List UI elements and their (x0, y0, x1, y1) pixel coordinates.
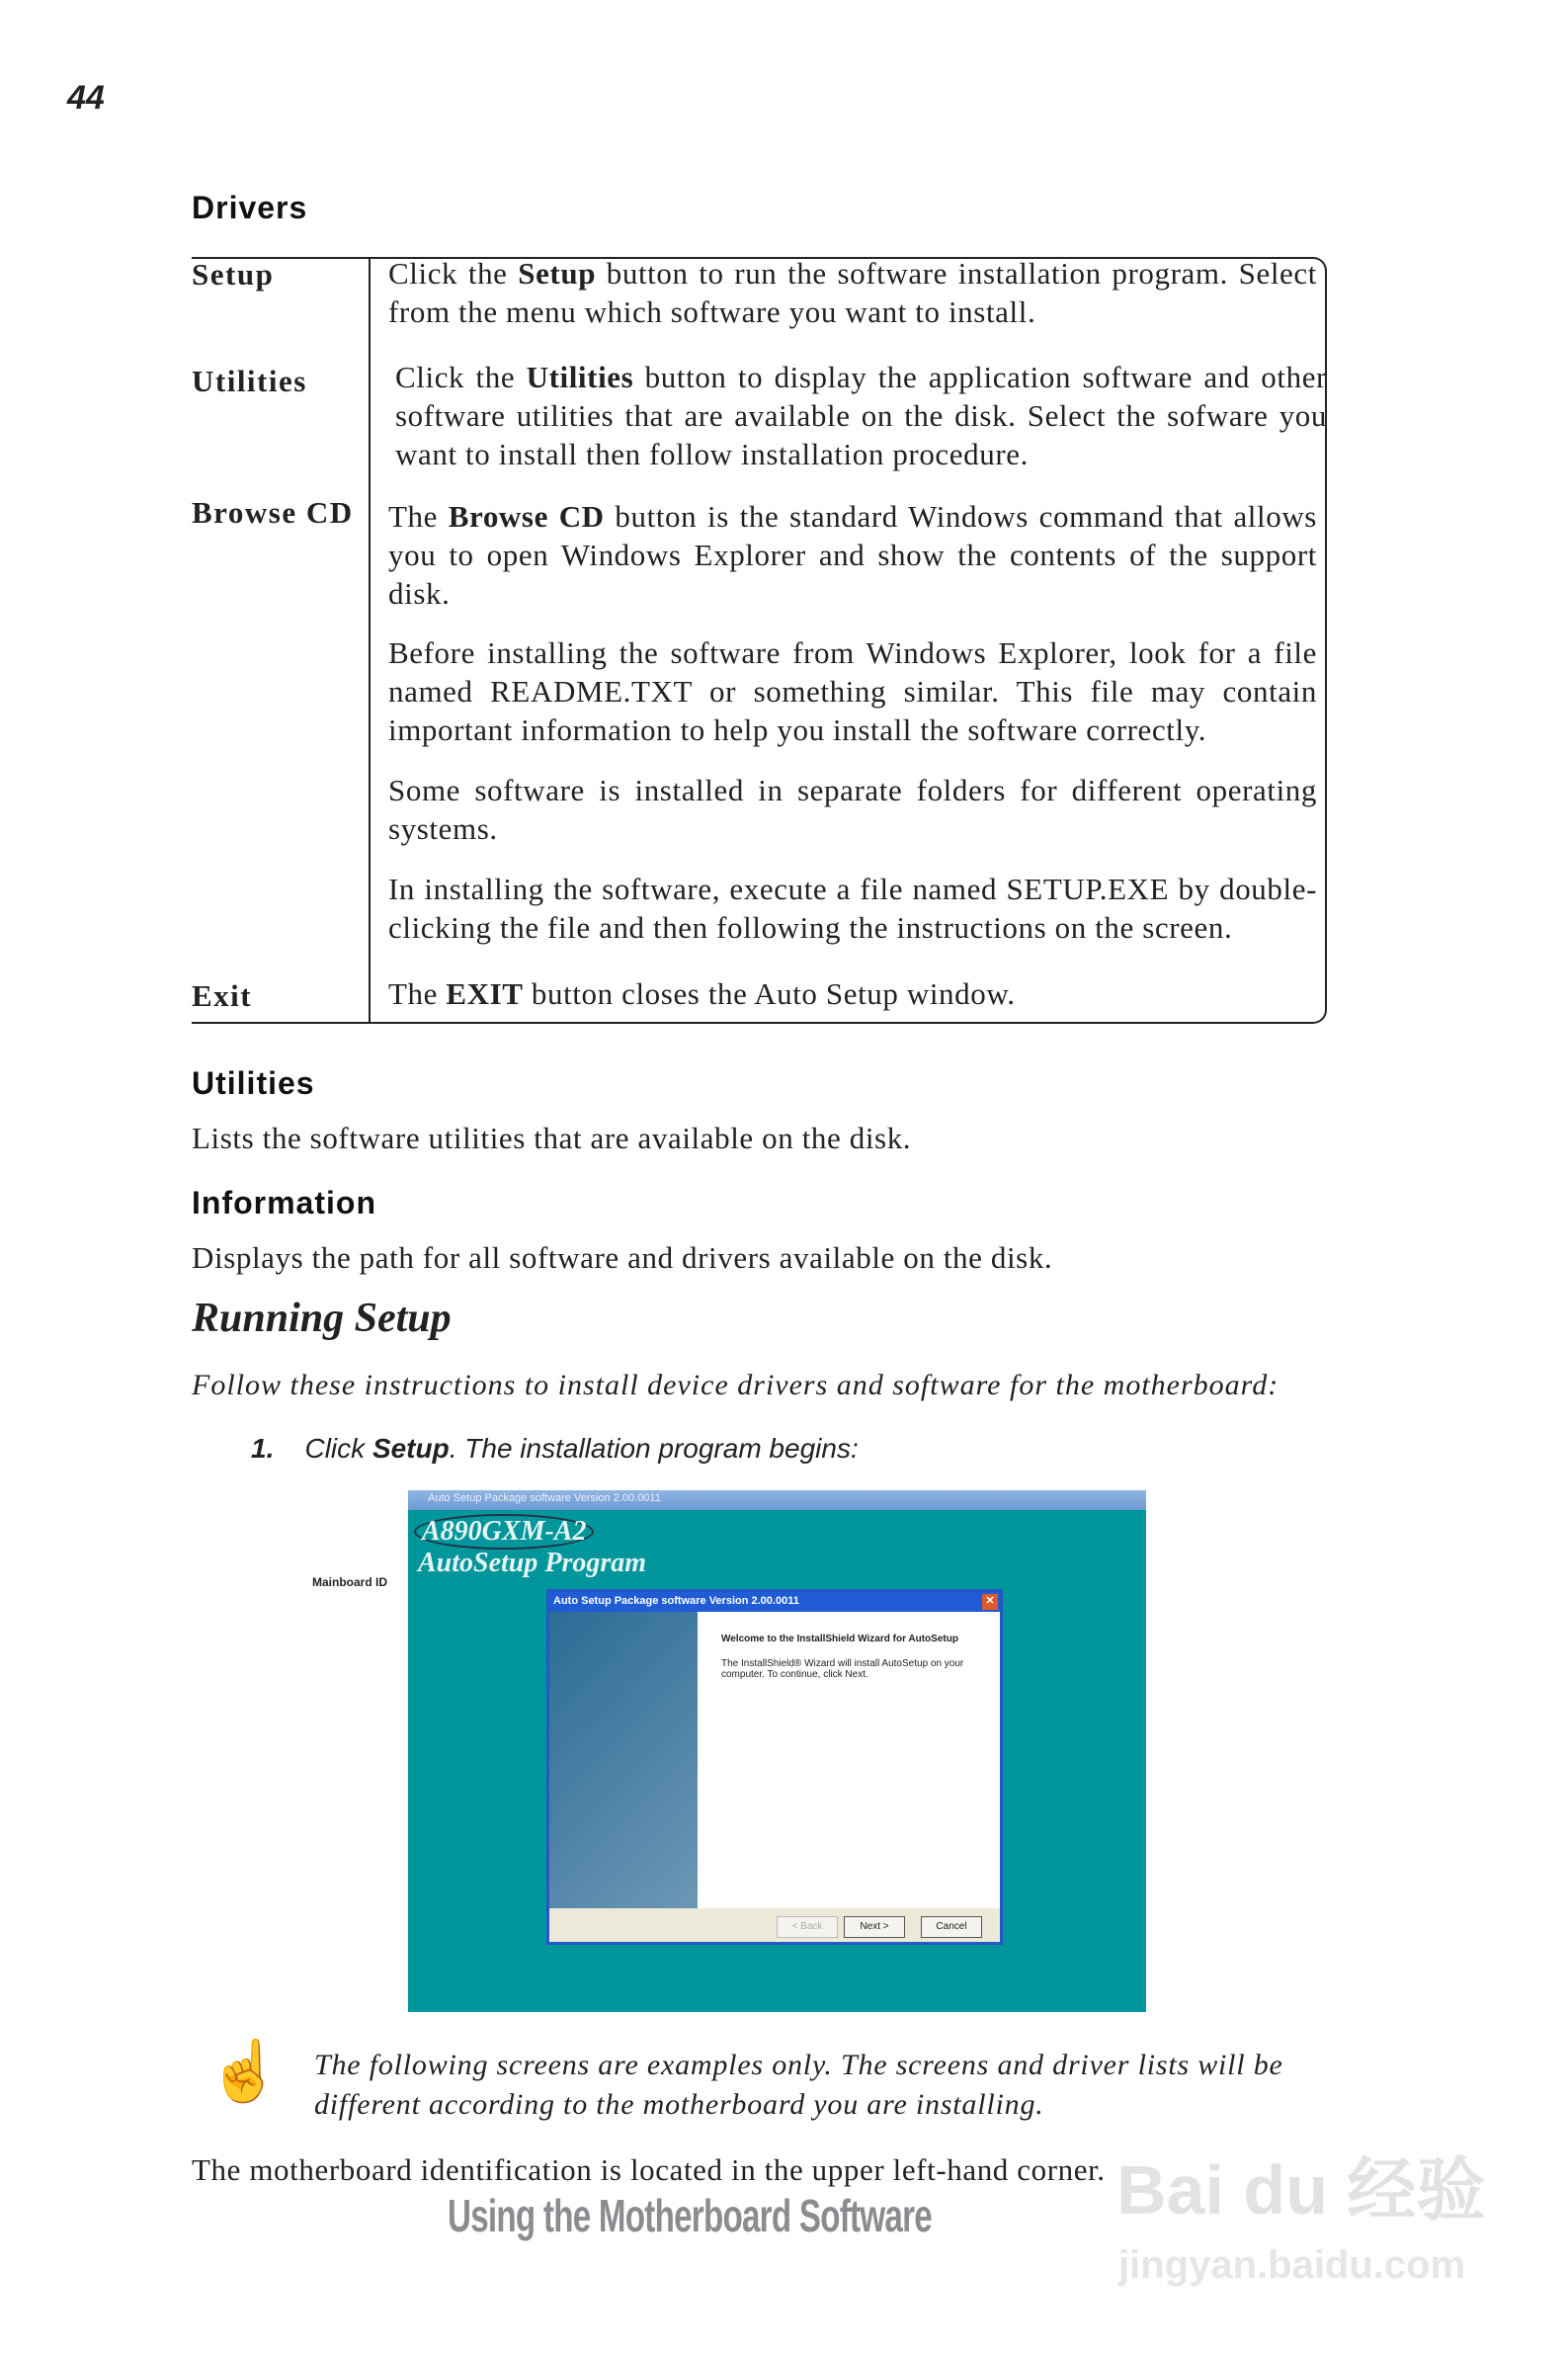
wizard-pane (698, 1612, 1000, 1908)
utilities-heading: Utilities (192, 1065, 315, 1101)
term-utilities: Utilities (192, 364, 307, 398)
utilities-text: Lists the software utilities that are available on the disk. (192, 1121, 912, 1155)
note-text: The following screens are examples only. The screens and driver lists will be different according to the motherboard you are installing. (314, 2049, 1283, 2121)
baidu-watermark: Bai du 经验 (1116, 2151, 1486, 2228)
program-title: AutoSetup Program (418, 1548, 647, 1578)
term-exit: Exit (192, 978, 253, 1013)
desc-exit: The EXIT button closes the Auto Setup window. (388, 976, 1016, 1011)
desc-browse-cd: The Browse CD button is the standard Windows command that allows you to open Windows Explorer and show the contents of the support disk. (388, 499, 1317, 611)
desc-utilities: Click the Utilities button to display the application software and other software utilities that are available on the disk. Select the sofware you want to install then follow installation procedure. (395, 360, 1327, 471)
window-titlebar: Auto Setup Package software Version 2.00.0011 (408, 1490, 1146, 1510)
close-icon[interactable]: ✕ (982, 1594, 998, 1610)
information-text: Displays the path for all software and drivers available on the disk. (192, 1240, 1053, 1275)
drivers-heading: Drivers (192, 190, 308, 225)
mainboard-id-callout: Mainboard ID (312, 1575, 388, 1589)
browse-para-1: Before installing the software from Windows Explorer, look for a file named README.TXT or something similar. This file may contain important information to help you install the software correctly. (388, 635, 1317, 747)
next-button[interactable]: Next > (844, 1916, 905, 1938)
wizard-desc: The InstallShield® Wizard will install AutoSetup on your computer. To continue, click Next. (721, 1658, 964, 1680)
page-footer: Using the Motherboard Software (448, 2190, 932, 2241)
browse-para-2: Some software is installed in separate folders for different operating systems. (388, 773, 1317, 846)
term-browse-cd: Browse CD (192, 495, 354, 530)
autosetup-screenshot (408, 1490, 1146, 2012)
welcome-text: Welcome to the InstallShield Wizard for AutoSetup (721, 1634, 958, 1644)
step-1: 1. Click Setup. The installation program begins: (251, 1433, 859, 1464)
back-button[interactable]: < Back (777, 1916, 838, 1938)
closing-text: The motherboard identification is located in the upper left-hand corner. (192, 2152, 1106, 2187)
install-dialog (546, 1589, 1003, 1945)
browse-para-3: In installing the software, execute a file named SETUP.EXE by double-clicking the file and then following the instructions on the screen. (388, 872, 1317, 945)
page-number: 44 (67, 79, 105, 117)
term-setup: Setup (192, 257, 275, 292)
dialog-titlebar: Auto Setup Package software Version 2.00.0011 (549, 1592, 1000, 1612)
mainboard-model: A890GXM-A2 (414, 1514, 594, 1550)
wizard-banner (549, 1612, 698, 1908)
running-setup-heading: Running Setup (192, 1296, 452, 1341)
pointing-hand-icon: ☝ (207, 2039, 282, 2104)
information-heading: Information (192, 1185, 376, 1220)
baidu-watermark-url: jingyan.baidu.com (1118, 2243, 1466, 2287)
cancel-button[interactable]: Cancel (921, 1916, 982, 1938)
running-intro: Follow these instructions to install device drivers and software for the motherboard: (192, 1369, 1279, 1401)
desc-setup: Click the Setup button to run the software installation program. Select from the menu which software you want to install. (388, 256, 1317, 329)
table-divider (369, 257, 371, 1024)
